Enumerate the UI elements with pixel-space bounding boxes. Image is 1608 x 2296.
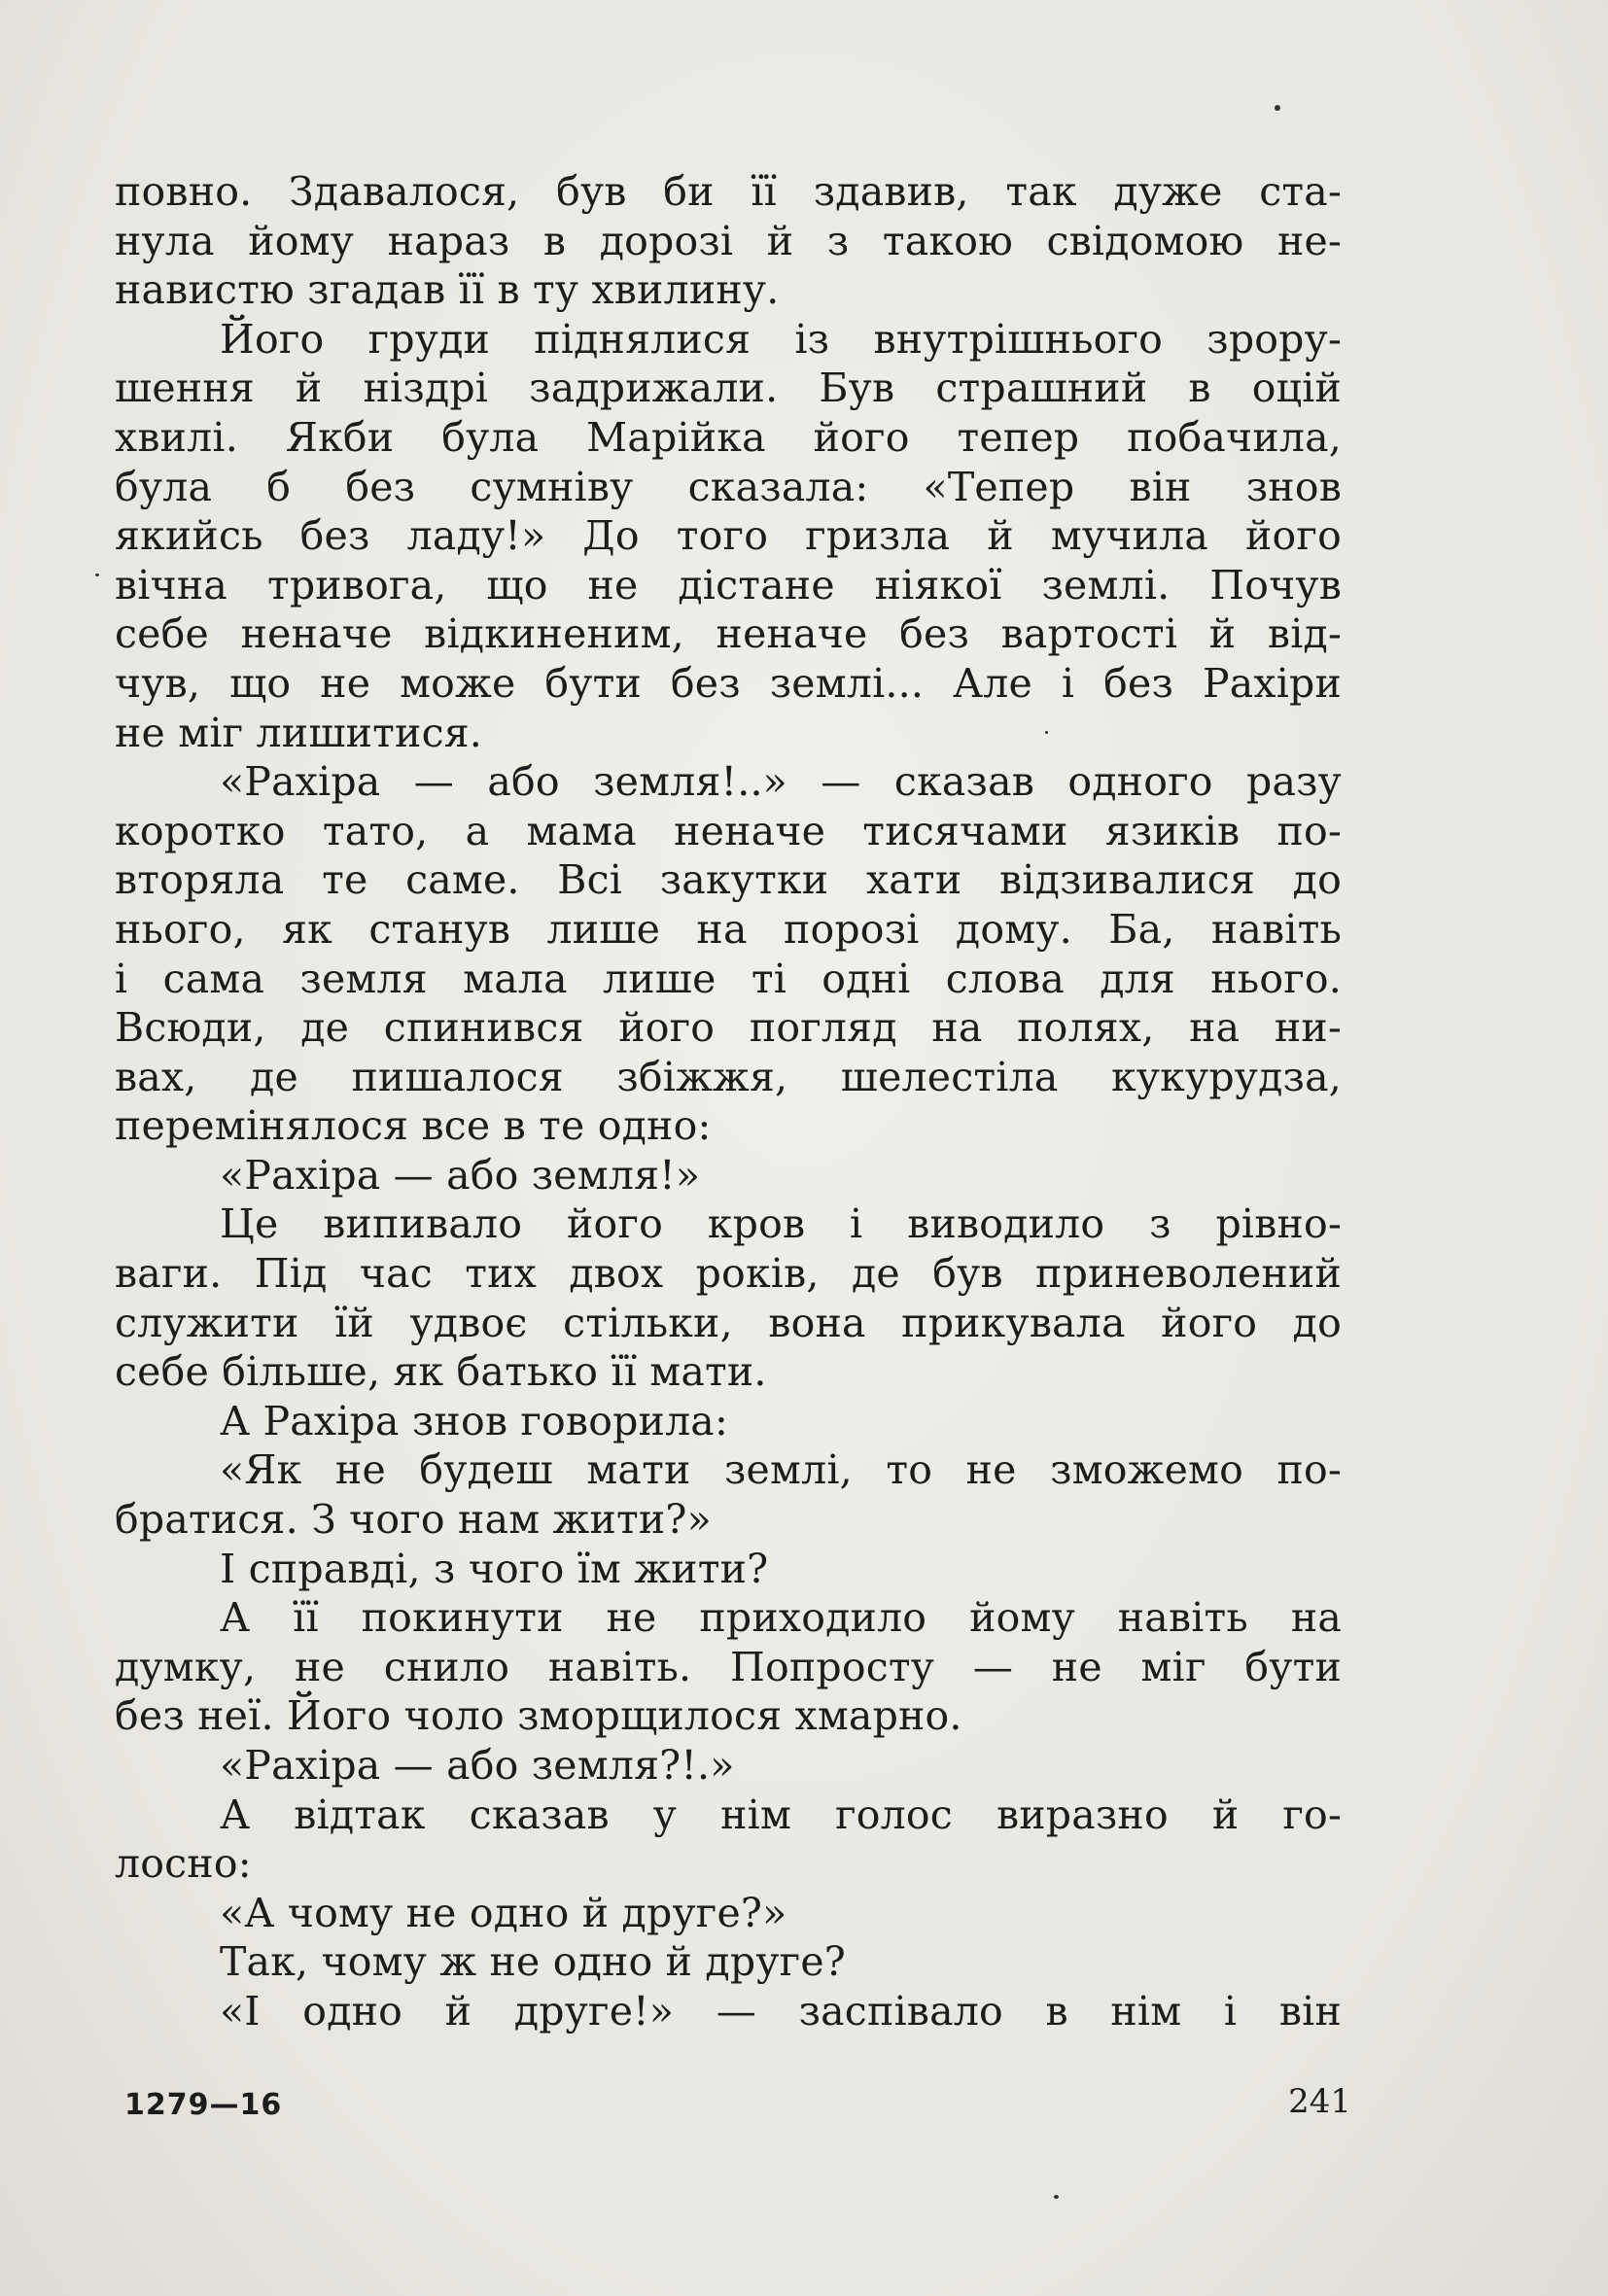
text-line: повно. Здавалося, був би її здавив, так дуже ста- bbox=[115, 168, 1342, 215]
text-line: вічна тривога, що не дістане ніякої землі. Почув bbox=[115, 561, 1342, 609]
text-line: вторяла те саме. Всі закутки хати відзивалися до bbox=[115, 856, 1342, 904]
text-line: перемінялося все в те одно: bbox=[115, 1102, 712, 1150]
text-line: без неї. Його чоло зморщилося хмарно. bbox=[115, 1692, 962, 1740]
text-line: думку, не снило навіть. Попросту — не міг бути bbox=[115, 1643, 1342, 1690]
text-line: ваги. Під час тих двох років, де був приневолений bbox=[115, 1250, 1342, 1298]
printer-signature: 1279—16 bbox=[124, 2088, 283, 2122]
text-line: шення й ніздрі задрижали. Був страшний в оцій bbox=[115, 365, 1342, 412]
text-line: себе більше, як батько її мати. bbox=[115, 1348, 767, 1396]
text-line: Це випивало його кров і виводило з рівно- bbox=[220, 1200, 1342, 1248]
text-line: А її покинути не приходило йому навіть на bbox=[220, 1594, 1342, 1642]
print-speck bbox=[1045, 731, 1048, 734]
text-line: чув, що не може бути без землі... Але і без Рахіри bbox=[115, 659, 1342, 707]
page-number: 241 bbox=[1288, 2082, 1351, 2121]
text-line: А відтак сказав у нім голос виразно й го- bbox=[220, 1791, 1342, 1838]
text-line: Всюди, де спинився його погляд на полях, на ни- bbox=[115, 1004, 1342, 1052]
text-line: «А чому не одно й друге?» bbox=[220, 1889, 787, 1936]
page-footer bbox=[124, 2082, 1351, 2131]
text-line: Його груди піднялися із внутрішнього зрору- bbox=[220, 315, 1342, 363]
text-line: якийсь без ладу!» До того гризла й мучила його bbox=[115, 512, 1342, 560]
text-line: «Рахіра — або земля!» bbox=[220, 1151, 701, 1199]
text-line: «Як не будеш мати землі, то не зможемо по- bbox=[220, 1446, 1342, 1494]
text-line: хвилі. Якби була Марійка його тепер побачила, bbox=[115, 413, 1342, 461]
text-line: А Рахіра знов говорила: bbox=[220, 1397, 728, 1444]
text-line: нула йому нараз в дорозі й з такою свідомою не- bbox=[115, 217, 1342, 264]
text-line: вах, де пишалося збіжжя, шелестіла кукурудза, bbox=[115, 1053, 1342, 1100]
text-line: братися. З чого нам жити?» bbox=[115, 1496, 712, 1544]
text-line: «І одно й друге!» — заспівало в нім і він bbox=[220, 1987, 1342, 2035]
text-line: служити їй удвоє стільки, вона прикувала його до bbox=[115, 1299, 1342, 1346]
body-text bbox=[115, 167, 1342, 2036]
text-line: нього, як станув лише на порозі дому. Ба, навіть bbox=[115, 905, 1342, 953]
print-speck bbox=[95, 574, 99, 576]
text-line: лосно: bbox=[115, 1840, 252, 1888]
text-line: і сама земля мала лише ті одні слова для нього. bbox=[115, 955, 1342, 1002]
text-line: навистю згадав її в ту хвилину. bbox=[115, 266, 780, 314]
text-line: себе неначе відкиненим, неначе без вартості й від- bbox=[115, 610, 1342, 658]
text-line: не міг лишитися. bbox=[115, 709, 483, 756]
print-speck bbox=[1275, 105, 1280, 111]
text-line: «Рахіра — або земля!..» — сказав одного разу bbox=[220, 758, 1342, 806]
text-line: Так, чому ж не одно й друге? bbox=[220, 1938, 846, 1986]
text-line: І справді, з чого їм жити? bbox=[220, 1545, 769, 1592]
text-line: була б без сумніву сказала: «Тепер він знов bbox=[115, 463, 1342, 510]
print-speck bbox=[1054, 2195, 1059, 2199]
text-line: «Рахіра — або земля?!.» bbox=[220, 1742, 735, 1789]
text-line: коротко тато, а мама неначе тисячами язиків по- bbox=[115, 807, 1342, 854]
